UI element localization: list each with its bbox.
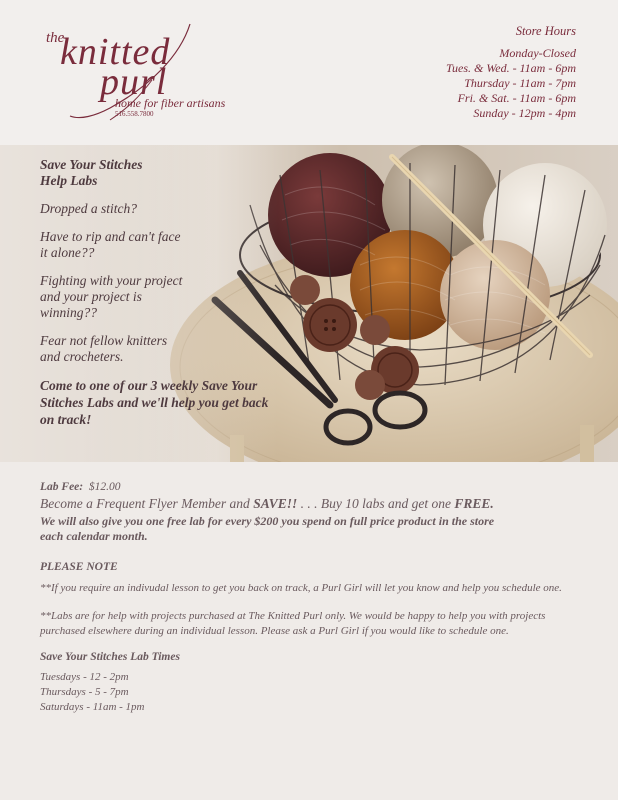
logo-tagline: home for fiber artisans — [115, 96, 226, 110]
frequent-flyer-offer — [40, 495, 590, 512]
please-note-heading: PLEASE NOTE — [40, 561, 118, 573]
lab-details — [40, 480, 590, 715]
promo-text — [40, 157, 290, 428]
hours-line: Thursday - 11am - 7pm — [464, 76, 576, 90]
lab-fee-label: Lab Fee: — [40, 481, 84, 493]
promo-call-to-action: Come to one of our 3 weekly Save Your Stitches Labs and we'll help you get back on track! — [40, 378, 269, 427]
promo-paragraph: Fighting with your project and your project is winning?? — [40, 273, 183, 320]
yarn-photo-banner — [0, 145, 618, 462]
logo-purl: purl — [100, 61, 168, 103]
lab-fee-value: $12.00 — [88, 481, 121, 493]
hours-line: Fri. & Sat. - 11am - 6pm — [457, 91, 576, 105]
flyer-save: SAVE!! — [253, 496, 298, 511]
promo-title-line2: Help Labs — [40, 173, 98, 188]
lab-time: Thursdays - 5 - 7pm — [40, 686, 129, 698]
logo-phone: 516.558.7800 — [115, 110, 154, 118]
lab-time: Saturdays - 11am - 1pm — [40, 701, 145, 713]
hours-line: Monday-Closed — [499, 46, 576, 60]
lab-fee — [40, 480, 590, 495]
note-purchase-policy: **Labs are for help with projects purchased at The Knitted Purl only. We would be happy to help you with projects purchased elsewhere during an individual lesson. Please ask a Purl Girl if you would like to schedule one. — [40, 610, 546, 637]
hours-line: Sunday - 12pm - 4pm — [473, 106, 576, 120]
note-individual-lesson: **If you require an indivudal lesson to get you back on track, a Purl Girl will let you know and help you schedule one. — [40, 582, 562, 594]
promo-title — [40, 157, 290, 189]
store-hours — [446, 24, 576, 121]
logo-the: the — [46, 30, 65, 46]
lab-times-list — [40, 670, 590, 715]
lab-time: Tuesdays - 12 - 2pm — [40, 671, 129, 683]
hours-line: Tues. & Wed. - 11am - 6pm — [446, 61, 576, 75]
header — [0, 0, 618, 145]
flyer-text-b: . . . Buy 10 labs and get one — [297, 496, 455, 511]
store-logo[interactable] — [40, 16, 240, 126]
promo-paragraph: Have to rip and can't face it alone?? — [40, 229, 181, 260]
flyer-text-a: Become a Frequent Flyer Member and — [40, 496, 254, 511]
flyer-free: FREE. — [454, 496, 494, 511]
store-hours-title: Store Hours — [515, 24, 576, 38]
promo-title-line1: Save Your Stitches — [40, 157, 143, 172]
promo-paragraph: Fear not fellow knitters and crocheters. — [40, 333, 168, 364]
promo-paragraph: Dropped a stitch? — [40, 201, 137, 216]
bonus-offer: We will also give you one free lab for every $200 you spend on full price product in the store each calendar month. — [40, 514, 495, 543]
logo-knitted: knitted — [60, 31, 171, 73]
lab-times-heading: Save Your Stitches Lab Times — [40, 651, 180, 663]
